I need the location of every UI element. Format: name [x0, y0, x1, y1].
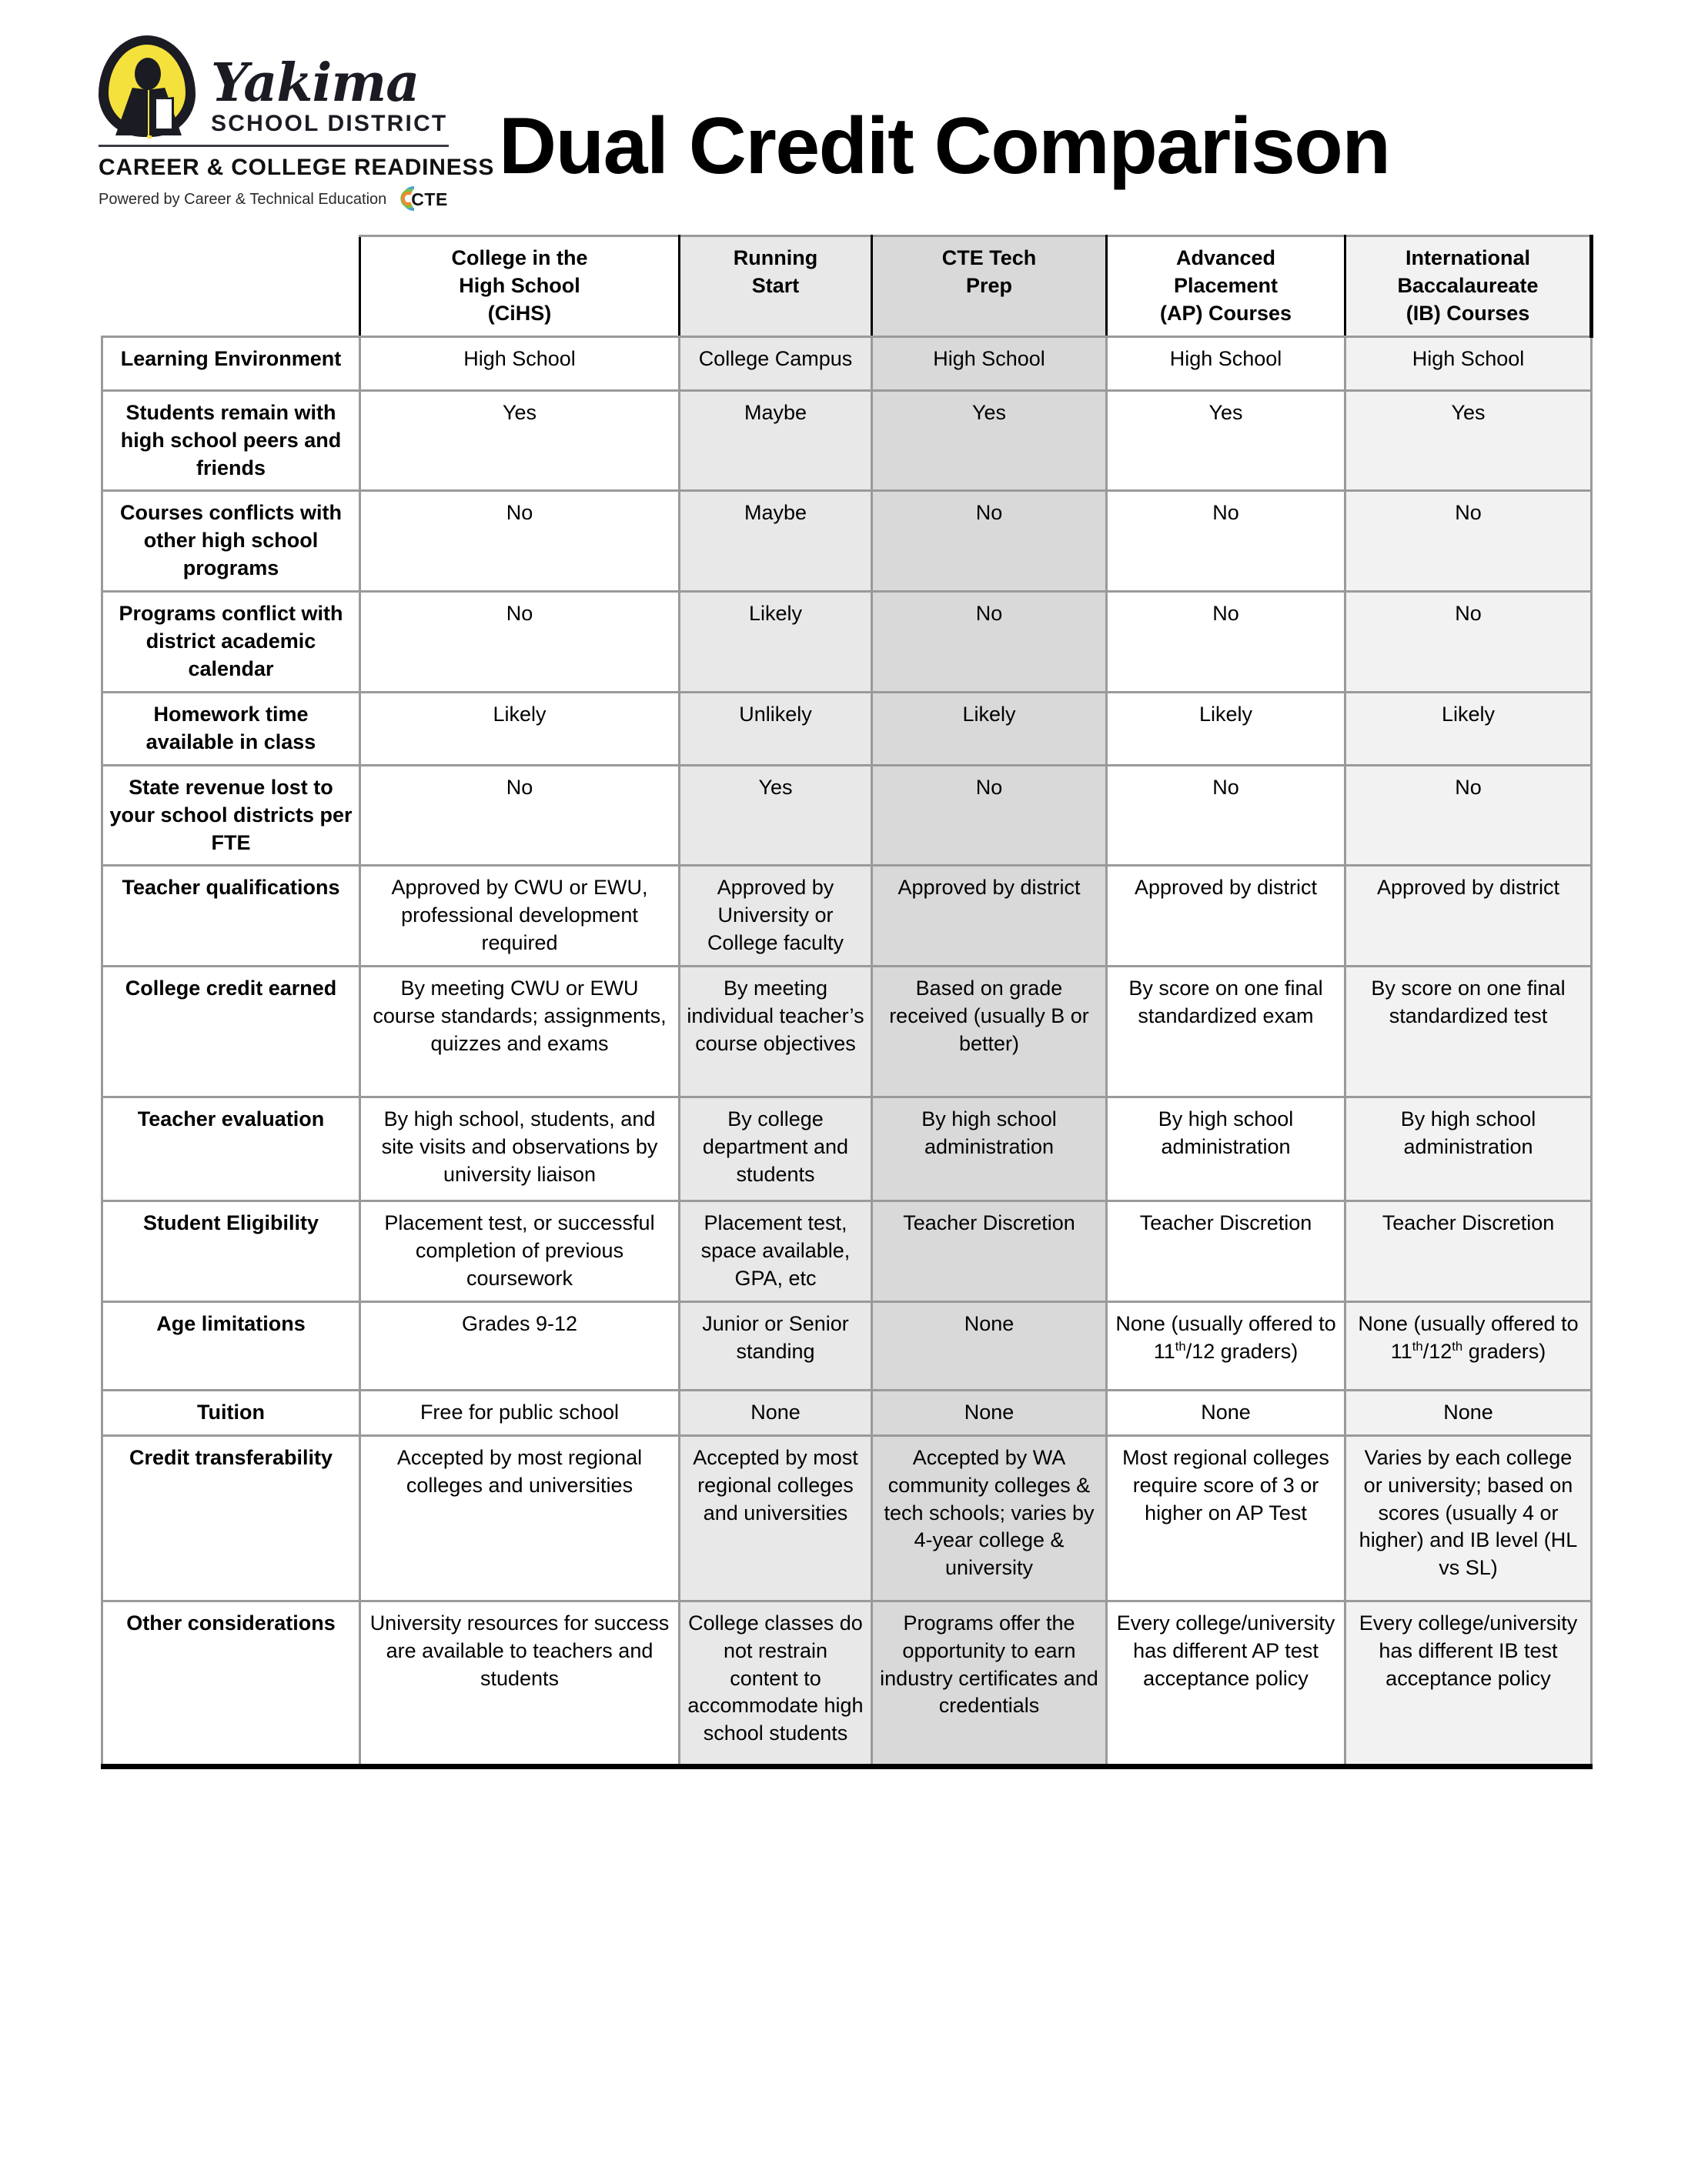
col-header-line: Prep [965, 273, 1013, 297]
column-header-running-start [680, 236, 872, 337]
table-row [102, 1435, 1592, 1601]
cell-advanced-placement: By score on one final standardized exam [1107, 967, 1345, 1097]
cell-advanced-placement: High School [1107, 336, 1345, 390]
col-header-line: (AP) Courses [1159, 301, 1292, 325]
row-label: Programs conflict with district academic calendar [102, 592, 360, 693]
yakima-person-book-icon [99, 29, 197, 137]
cell-cte-tech-prep: Approved by district [872, 866, 1107, 967]
cell-running-start: Placement test, space available, GPA, etc [680, 1201, 872, 1302]
table-row [102, 1301, 1592, 1390]
cell-cte-tech-prep: Based on grade received (usually B or better) [872, 967, 1107, 1097]
yakima-school-district-logo [99, 23, 495, 212]
cell-cihs: Approved by CWU or EWU, professional development required [360, 866, 680, 967]
cell-advanced-placement: Likely [1107, 692, 1345, 765]
row-label: Other considerations [102, 1601, 360, 1766]
cell-running-start: Accepted by most regional colleges and universities [680, 1435, 872, 1601]
table-row [102, 1201, 1592, 1302]
table-corner-cell [102, 236, 360, 337]
cell-advanced-placement: No [1107, 491, 1345, 592]
cell-cte-tech-prep: No [872, 765, 1107, 866]
cell-international-baccalaureate: Every college/university has different IB test acceptance policy [1345, 1601, 1592, 1766]
row-label: Age limitations [102, 1301, 360, 1390]
cell-cte-tech-prep: Teacher Discretion [872, 1201, 1107, 1302]
row-label: State revenue lost to your school districts per FTE [102, 765, 360, 866]
cell-advanced-placement: Every college/university has different AP test acceptance policy [1107, 1601, 1345, 1766]
cell-cihs: No [360, 592, 680, 693]
table-row [102, 336, 1592, 390]
cell-cihs: Grades 9-12 [360, 1301, 680, 1390]
cell-cihs: No [360, 491, 680, 592]
cell-running-start: Junior or Senior standing [680, 1301, 872, 1390]
cell-cihs: Free for public school [360, 1390, 680, 1435]
cell-cihs: By meeting CWU or EWU course standards; assignments, quizzes and exams [360, 967, 680, 1097]
cell-cihs: By high school, students, and site visits and observations by university liaison [360, 1097, 680, 1201]
cell-running-start: College classes do not restrain content to accommodate high school students [680, 1601, 872, 1766]
col-header-line: High School [459, 273, 580, 297]
col-header-line: (CiHS) [487, 301, 552, 325]
column-header-cte-tech-prep [872, 236, 1107, 337]
cell-cihs: Placement test, or successful completion of previous coursework [360, 1201, 680, 1302]
cell-advanced-placement: Yes [1107, 390, 1345, 491]
col-header-line: College in the [451, 246, 588, 269]
cell-international-baccalaureate: No [1345, 765, 1592, 866]
cell-cte-tech-prep: No [872, 592, 1107, 693]
document-header [0, 0, 1688, 223]
row-label: Learning Environment [102, 336, 360, 390]
logo-powered-by-text: Powered by Career & Technical Education [99, 190, 387, 208]
cell-international-baccalaureate: None [1345, 1390, 1592, 1435]
cell-international-baccalaureate: Yes [1345, 390, 1592, 491]
row-label: Tuition [102, 1390, 360, 1435]
cell-international-baccalaureate: By score on one final standardized test [1345, 967, 1592, 1097]
cell-international-baccalaureate: High School [1345, 336, 1592, 390]
row-label: Homework time available in class [102, 692, 360, 765]
cell-cte-tech-prep: By high school administration [872, 1097, 1107, 1201]
row-label: Students remain with high school peers and friends [102, 390, 360, 491]
cell-advanced-placement: No [1107, 765, 1345, 866]
logo-script-name: Yakima [211, 52, 419, 115]
table-row [102, 765, 1592, 866]
cell-international-baccalaureate: None (usually offered to 11th/12th graders) [1345, 1301, 1592, 1390]
cell-cihs: High School [360, 336, 680, 390]
cell-cihs: University resources for success are available to teachers and students [360, 1601, 680, 1766]
cell-running-start: By meeting individual teacher’s course objectives [680, 967, 872, 1097]
cell-running-start: By college department and students [680, 1097, 872, 1201]
cell-cihs: Accepted by most regional colleges and universities [360, 1435, 680, 1601]
column-header-advanced-placement [1107, 236, 1345, 337]
col-header-line: Running [733, 246, 818, 269]
cell-international-baccalaureate: No [1345, 491, 1592, 592]
cell-international-baccalaureate: By high school administration [1345, 1097, 1592, 1201]
cell-cihs: Likely [360, 692, 680, 765]
cell-advanced-placement: By high school administration [1107, 1097, 1345, 1201]
row-label: Credit transferability [102, 1435, 360, 1601]
col-header-line: Start [751, 273, 800, 297]
col-header-line: (IB) Courses [1406, 301, 1530, 325]
cell-advanced-placement: None (usually offered to 11th/12 graders) [1107, 1301, 1345, 1390]
cell-running-start: Maybe [680, 390, 872, 491]
cell-international-baccalaureate: Teacher Discretion [1345, 1201, 1592, 1302]
cell-advanced-placement: None [1107, 1390, 1345, 1435]
cell-advanced-placement: Teacher Discretion [1107, 1201, 1345, 1302]
logo-powered-row [99, 187, 460, 212]
table-head [102, 236, 1592, 337]
col-header-line: Baccalaureate [1397, 273, 1539, 297]
cell-international-baccalaureate: Likely [1345, 692, 1592, 765]
cell-cihs: Yes [360, 390, 680, 491]
col-header-line: Placement [1173, 273, 1279, 297]
cell-international-baccalaureate: Varies by each college or university; based on scores (usually 4 or higher) and IB level (HL vs SL) [1345, 1435, 1592, 1601]
table-row [102, 1097, 1592, 1201]
cell-running-start: Unlikely [680, 692, 872, 765]
cell-running-start: Approved by University or College faculty [680, 866, 872, 967]
logo-district-line: SCHOOL DISTRICT [211, 111, 448, 136]
table-row [102, 390, 1592, 491]
table-row [102, 967, 1592, 1097]
table-row [102, 592, 1592, 693]
cell-cte-tech-prep: Likely [872, 692, 1107, 765]
logo-divider-rule [99, 145, 449, 147]
logo-tagline: CAREER & COLLEGE READINESS [99, 155, 495, 180]
table-row [102, 491, 1592, 592]
cell-international-baccalaureate: Approved by district [1345, 866, 1592, 967]
dual-credit-comparison-table-wrapper [101, 235, 1590, 1769]
col-header-line: CTE Tech [941, 246, 1037, 269]
cte-badge-text: CTE [411, 189, 448, 209]
cte-logo-icon [394, 187, 448, 212]
table-row [102, 692, 1592, 765]
column-header-international-baccalaureate [1345, 236, 1592, 337]
column-header-cihs [360, 236, 680, 337]
row-label: Courses conflicts with other high school programs [102, 491, 360, 592]
logo-wordmark [211, 52, 460, 137]
cell-cte-tech-prep: No [872, 491, 1107, 592]
cell-cihs: No [360, 765, 680, 866]
dual-credit-comparison-table [101, 235, 1593, 1769]
table-row [102, 1390, 1592, 1435]
cell-running-start: College Campus [680, 336, 872, 390]
table-body [102, 336, 1592, 1766]
cell-cte-tech-prep: High School [872, 336, 1107, 390]
cell-cte-tech-prep: Yes [872, 390, 1107, 491]
col-header-line: Advanced [1175, 246, 1276, 269]
cell-cte-tech-prep: Programs offer the opportunity to earn industry certificates and credentials [872, 1601, 1107, 1766]
row-label: Teacher evaluation [102, 1097, 360, 1201]
table-row [102, 866, 1592, 967]
cell-cte-tech-prep: None [872, 1390, 1107, 1435]
page-title: Dual Credit Comparison [499, 102, 1390, 191]
logo-top-row [99, 23, 460, 137]
cell-advanced-placement: Approved by district [1107, 866, 1345, 967]
row-label: Student Eligibility [102, 1201, 360, 1302]
table-row [102, 1601, 1592, 1766]
cell-running-start: Likely [680, 592, 872, 693]
cell-running-start: Yes [680, 765, 872, 866]
cell-cte-tech-prep: None [872, 1301, 1107, 1390]
col-header-line: International [1405, 246, 1530, 269]
cell-advanced-placement: No [1107, 592, 1345, 693]
cell-running-start: Maybe [680, 491, 872, 592]
row-label: Teacher qualifications [102, 866, 360, 967]
cell-cte-tech-prep: Accepted by WA community colleges & tech schools; varies by 4-year college & university [872, 1435, 1107, 1601]
cell-running-start: None [680, 1390, 872, 1435]
cell-advanced-placement: Most regional colleges require score of 3 or higher on AP Test [1107, 1435, 1345, 1601]
row-label: College credit earned [102, 967, 360, 1097]
table-header-row [102, 236, 1592, 337]
cell-international-baccalaureate: No [1345, 592, 1592, 693]
